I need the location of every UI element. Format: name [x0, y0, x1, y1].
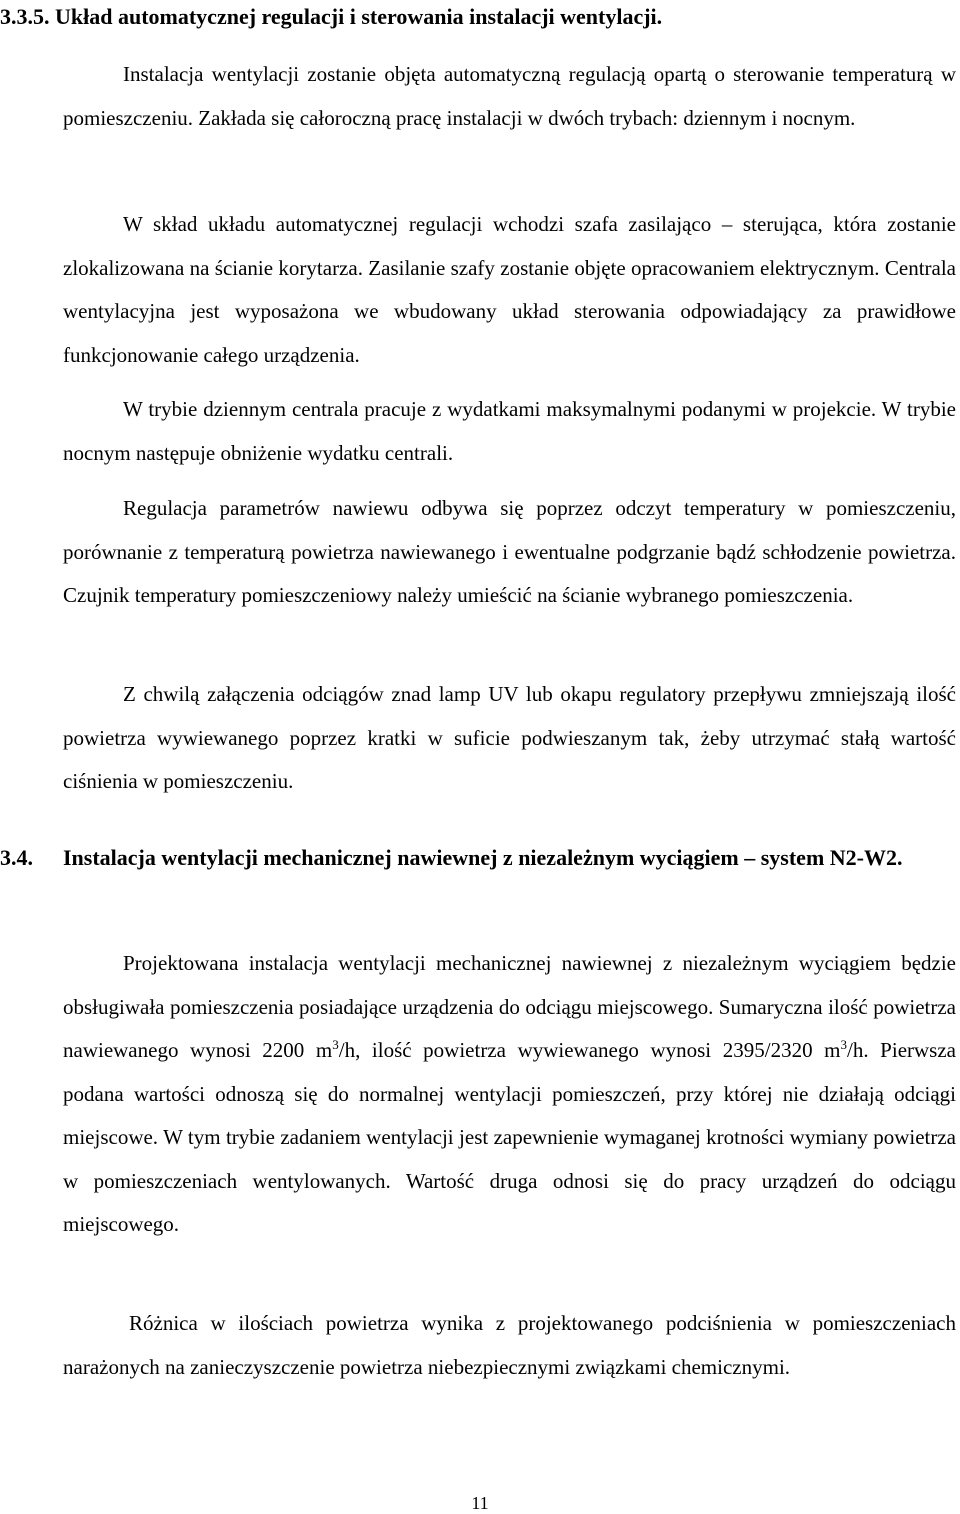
superscript-3: 3: [332, 1037, 339, 1052]
superscript-3: 3: [840, 1037, 847, 1052]
section-heading-3-3-5: [0, 4, 662, 30]
paragraph-3-text: W trybie dziennym centrala pracuje z wydatkami maksymalnymi podanymi w projekcie. W trybie nocnym następuje obniżenie wydatku centrali.: [63, 397, 956, 465]
paragraph-5-text: Z chwilą załączenia odciągów znad lamp UV lub okapu regulatory przepływu zmniejszają ilość powietrza wywiewanego poprzez kratki w suficie podwieszanym tak, żeby utrzymać stałą wartość ciśnienia w pomieszczeniu.: [63, 682, 956, 793]
paragraph-4: [63, 487, 956, 618]
paragraph-3: [63, 388, 956, 475]
paragraph-5: [63, 673, 956, 804]
paragraph-7-text: Różnica w ilościach powietrza wynika z projektowanego podciśnienia w pomieszczeniach narażonych na zanieczyszczenie powietrza niebezpiecznymi związkami chemicznymi.: [63, 1311, 956, 1379]
paragraph-6: [63, 942, 956, 1247]
section-title: Układ automatycznej regulacji i sterowania instalacji wentylacji.: [55, 4, 663, 29]
paragraph-6-text-a: Projektowana instalacja wentylacji mechanicznej nawiewnej z niezależnym wyciągiem będzie obsługiwała pomieszczenia posiadające urządzenia do odciągu miejscowego. Sumaryczna ilość powietrza nawiewanego wynosi 2200 m: [63, 951, 956, 1062]
page-number: 11: [471, 1493, 489, 1513]
paragraph-1-text: Instalacja wentylacji zostanie objęta automatyczną regulacją opartą o sterowanie temperaturą w pomieszczeniu. Zakłada się całoroczną pracę instalacji w dwóch trybach: dziennym i nocnym.: [63, 62, 956, 130]
section-title: Instalacja wentylacji mechanicznej nawiewnej z niezależnym wyciągiem – system N2-W2.: [63, 845, 903, 870]
paragraph-2: [63, 203, 956, 377]
paragraph-6-text-c: /h. Pierwsza podana wartości odnoszą się do normalnej wentylacji pomieszczeń, przy której nie działają odciągi miejscowe. W tym trybie zadaniem wentylacji jest zapewnienie wymaganej krotności wymiany powietrza w pomieszczeniach wentylowanych. Wartość druga odnosi się do pracy urządzeń do odciągu miejscowego.: [63, 1038, 956, 1236]
paragraph-2-text: W skład układu automatycznej regulacji wchodzi szafa zasilająco – sterująca, która zostanie zlokalizowana na ścianie korytarza. Zasilanie szafy zostanie objęte opracowaniem elektrycznym. Centrala wentylacyjna jest wyposażona we wbudowany układ sterowania odpowiadający za prawidłowe funkcjonowanie całego urządzenia.: [63, 212, 956, 367]
section-number: 3.4.: [0, 845, 33, 870]
paragraph-1: [63, 53, 956, 140]
paragraph-7: [63, 1302, 956, 1389]
paragraph-4-text: Regulacja parametrów nawiewu odbywa się poprzez odczyt temperatury w pomieszczeniu, porównanie z temperaturą powietrza nawiewanego i ewentualne podgrzanie bądź schłodzenie powietrza. Czujnik temperatury pomieszczeniowy należy umieścić na ścianie wybranego pomieszczenia.: [63, 496, 956, 607]
paragraph-6-text-b: /h, ilość powietrza wywiewanego wynosi 2395/2320 m: [338, 1038, 841, 1062]
section-number: 3.3.5.: [0, 4, 50, 29]
